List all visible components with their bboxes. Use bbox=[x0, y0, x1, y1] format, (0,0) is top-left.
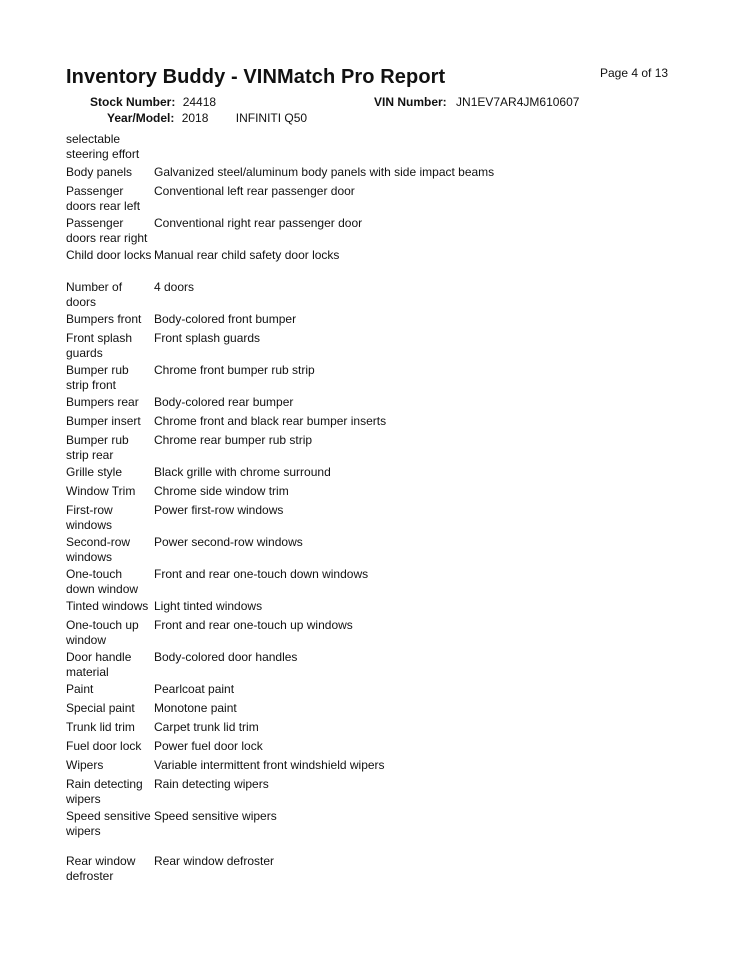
spec-value: Front splash guards bbox=[154, 331, 261, 345]
spec-name: Bumpers rear bbox=[66, 395, 139, 409]
spec-value: Chrome side window trim bbox=[154, 484, 289, 498]
spec-value: Front and rear one-touch up windows bbox=[154, 618, 353, 632]
spec-value: Conventional left rear passenger door bbox=[154, 184, 355, 198]
spec-name: Child door locks bbox=[66, 248, 152, 262]
spec-name: Special paint bbox=[66, 701, 135, 715]
spec-value: Conventional right rear passenger door bbox=[154, 216, 363, 230]
spec-value: Galvanized steel/aluminum body panels with side impact beams bbox=[154, 165, 495, 179]
spec-value: Chrome rear bumper rub strip bbox=[154, 433, 313, 447]
year-value: 2018 bbox=[181, 111, 209, 125]
spec-value: Front and rear one-touch down windows bbox=[154, 567, 369, 581]
spec-name: Rear window defroster bbox=[66, 854, 136, 883]
spec-name: Paint bbox=[66, 682, 94, 696]
stock-number-value: 24418 bbox=[182, 95, 217, 109]
year-model-row bbox=[107, 111, 307, 125]
spec-name: Window Trim bbox=[66, 484, 136, 498]
spec-name: Number of doors bbox=[66, 280, 123, 309]
spec-name: First-row windows bbox=[66, 503, 113, 532]
spec-value: Power fuel door lock bbox=[154, 739, 263, 753]
spec-name: Fuel door lock bbox=[66, 739, 142, 753]
spec-value: Chrome front bumper rub strip bbox=[154, 363, 315, 377]
spec-value: Body-colored rear bumper bbox=[154, 395, 294, 409]
spec-name: Bumper rub strip rear bbox=[66, 433, 129, 462]
spec-name: Passenger doors rear right bbox=[66, 216, 148, 245]
spec-value: Body-colored front bumper bbox=[154, 312, 297, 326]
spec-name: Bumpers front bbox=[66, 312, 142, 326]
stock-number-row bbox=[90, 95, 216, 109]
spec-name: Door handle material bbox=[66, 650, 132, 679]
spec-name: Grille style bbox=[66, 465, 123, 479]
spec-value: Rear window defroster bbox=[154, 854, 275, 868]
spec-name: One-touch up window bbox=[66, 618, 139, 647]
report-title: Inventory Buddy - VINMatch Pro Report bbox=[66, 66, 446, 88]
spec-value: Monotone paint bbox=[154, 701, 237, 715]
model-value: INFINITI Q50 bbox=[235, 111, 308, 125]
spec-name: Rain detecting wipers bbox=[66, 777, 143, 806]
page-number: Page 4 of 13 bbox=[600, 66, 669, 80]
vin-label: VIN Number: bbox=[374, 95, 447, 109]
spec-value: Black grille with chrome surround bbox=[154, 465, 331, 479]
spec-value: Chrome front and black rear bumper inserts bbox=[154, 414, 387, 428]
spec-name: Second-row windows bbox=[66, 535, 131, 564]
spec-value: Speed sensitive wipers bbox=[154, 809, 277, 823]
spec-value: Power first-row windows bbox=[154, 503, 284, 517]
spec-value: Manual rear child safety door locks bbox=[154, 248, 340, 262]
spec-value: Carpet trunk lid trim bbox=[154, 720, 259, 734]
spec-value: 4 doors bbox=[154, 280, 195, 294]
spec-name: Speed sensitive wipers bbox=[66, 809, 151, 838]
stock-number-label: Stock Number: bbox=[90, 95, 176, 109]
spec-name: Front splash guards bbox=[66, 331, 133, 360]
vin-value: JN1EV7AR4JM610607 bbox=[456, 95, 580, 109]
spec-name: Bumper rub strip front bbox=[66, 363, 129, 392]
spec-value: Pearlcoat paint bbox=[154, 682, 235, 696]
spec-name: Tinted windows bbox=[66, 599, 149, 613]
spec-value: Rain detecting wipers bbox=[154, 777, 269, 791]
vin-row bbox=[374, 95, 579, 109]
spec-value: Body-colored door handles bbox=[154, 650, 298, 664]
spec-name: Wipers bbox=[66, 758, 104, 772]
spec-name: Passenger doors rear left bbox=[66, 184, 141, 213]
spec-name: Trunk lid trim bbox=[66, 720, 135, 734]
spec-name: One-touch down window bbox=[66, 567, 139, 596]
spec-name: selectable steering effort bbox=[66, 132, 140, 161]
spec-name: Bumper insert bbox=[66, 414, 141, 428]
year-model-label: Year/Model: bbox=[107, 111, 175, 125]
spec-value: Variable intermittent front windshield wipers bbox=[154, 758, 385, 772]
spec-value: Light tinted windows bbox=[154, 599, 263, 613]
spec-name: Body panels bbox=[66, 165, 133, 179]
spec-value: Power second-row windows bbox=[154, 535, 303, 549]
